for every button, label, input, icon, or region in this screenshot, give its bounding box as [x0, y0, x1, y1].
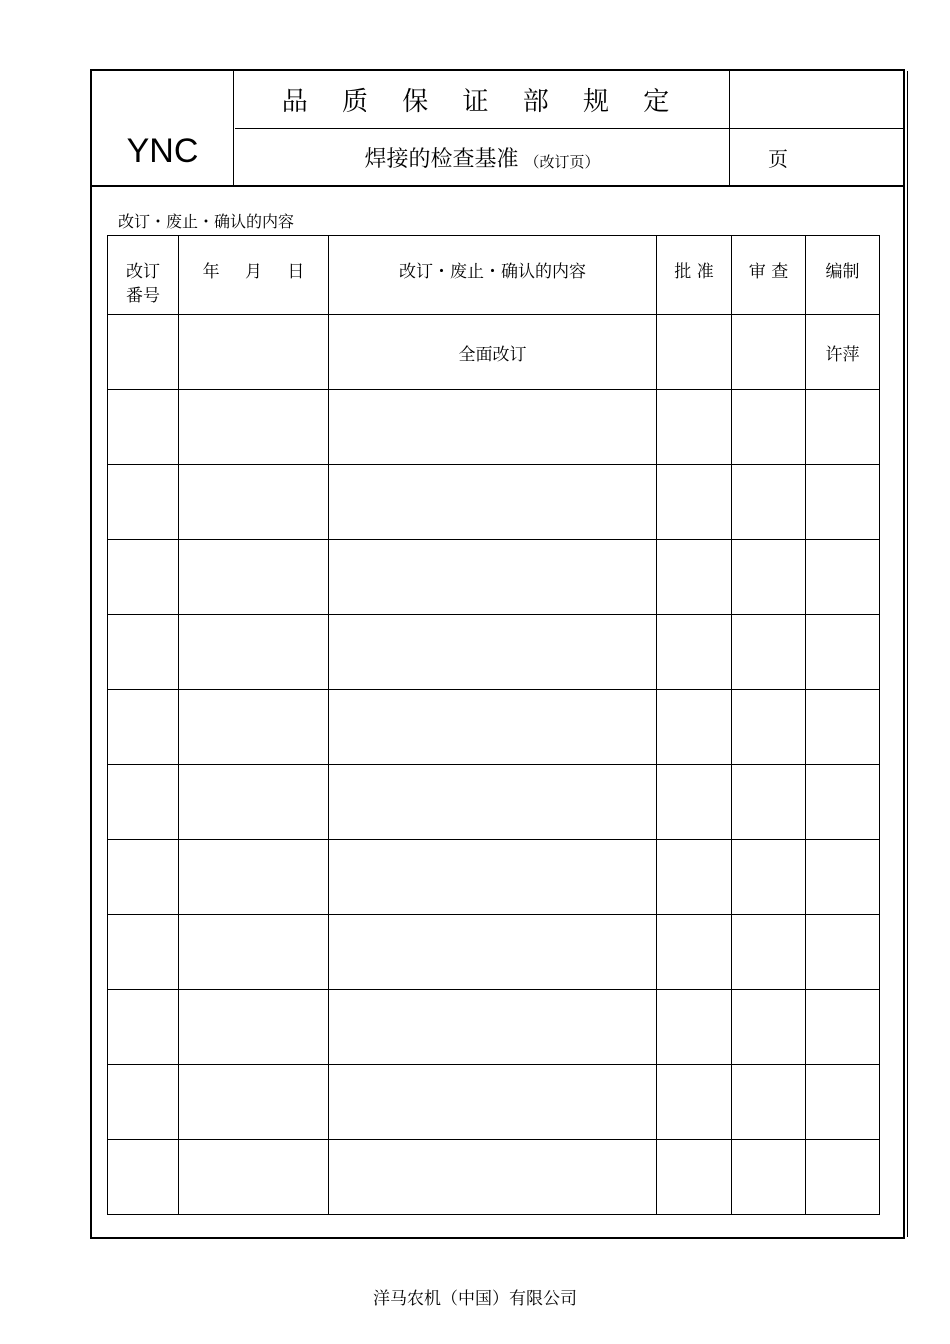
- cell-content: [329, 840, 657, 915]
- cell-review: [732, 315, 806, 390]
- cell-approve: [657, 915, 732, 990]
- department-title: 品 质 保 证 部 规 定: [235, 71, 730, 129]
- cell-date: [179, 765, 329, 840]
- cell-author: [806, 390, 880, 465]
- table-row: [108, 915, 880, 990]
- company-logo: YNC: [92, 71, 234, 185]
- cell-date: [179, 840, 329, 915]
- cell-review: [732, 390, 806, 465]
- table-row: [108, 1140, 880, 1215]
- cell-content: [329, 765, 657, 840]
- cell-content: [329, 390, 657, 465]
- col-author: 编制: [806, 236, 880, 315]
- section-caption: 改订・废止・确认的内容: [118, 212, 295, 231]
- cell-approve: [657, 1065, 732, 1140]
- subtitle-text: 焊接的检查基准: [364, 146, 519, 172]
- cell-approve: [657, 690, 732, 765]
- cell-author: [806, 615, 880, 690]
- cell-approve: [657, 390, 732, 465]
- cell-rev-no: [108, 990, 179, 1065]
- page-label: 页: [768, 146, 788, 171]
- cell-rev-no: [108, 615, 179, 690]
- cell-rev-no: [108, 765, 179, 840]
- cell-author: [806, 840, 880, 915]
- cell-review: [732, 765, 806, 840]
- cell-content: [329, 615, 657, 690]
- table-row: [108, 540, 880, 615]
- cell-author: [806, 915, 880, 990]
- cell-rev-no: [108, 690, 179, 765]
- cell-date: [179, 1065, 329, 1140]
- cell-date: [179, 540, 329, 615]
- cell-author: [806, 1065, 880, 1140]
- table-row: [108, 690, 880, 765]
- cell-rev-no: [108, 915, 179, 990]
- cell-review: [732, 540, 806, 615]
- cell-date: [179, 915, 329, 990]
- cell-approve: [657, 465, 732, 540]
- company-name-footer: 洋马农机（中国）有限公司: [373, 1289, 577, 1309]
- cell-rev-no: [108, 1140, 179, 1215]
- cell-content: [329, 1140, 657, 1215]
- table-row: [108, 615, 880, 690]
- cell-content: 全面改订: [329, 315, 657, 390]
- document-subtitle: [235, 129, 730, 185]
- cell-date: [179, 315, 329, 390]
- table-row: [108, 840, 880, 915]
- col-rev-no-line2: 番号: [126, 286, 160, 306]
- cell-content: [329, 990, 657, 1065]
- col-content: 改订・废止・确认的内容: [329, 236, 657, 315]
- cell-content: [329, 1065, 657, 1140]
- table-row: [108, 990, 880, 1065]
- cell-date: [179, 690, 329, 765]
- table-row: [108, 1065, 880, 1140]
- table-header-row: [108, 236, 880, 315]
- cell-review: [732, 1065, 806, 1140]
- cell-date: [179, 390, 329, 465]
- table-row: [108, 390, 880, 465]
- col-rev-no: [108, 236, 179, 315]
- cell-approve: [657, 765, 732, 840]
- table-row: [108, 765, 880, 840]
- cell-review: [732, 915, 806, 990]
- cell-author: 许萍: [806, 315, 880, 390]
- cell-author: [806, 540, 880, 615]
- cell-content: [329, 540, 657, 615]
- document-header: [92, 71, 903, 187]
- cell-author: [806, 990, 880, 1065]
- cell-approve: [657, 840, 732, 915]
- cell-date: [179, 465, 329, 540]
- cell-approve: [657, 615, 732, 690]
- cell-author: [806, 690, 880, 765]
- cell-author: [806, 765, 880, 840]
- cell-author: [806, 465, 880, 540]
- cell-approve: [657, 315, 732, 390]
- cell-review: [732, 1140, 806, 1215]
- header-blank-cell: [730, 71, 903, 129]
- cell-review: [732, 690, 806, 765]
- cell-date: [179, 1140, 329, 1215]
- cell-rev-no: [108, 390, 179, 465]
- subtitle-note: （改订页）: [524, 152, 600, 171]
- table-row: [108, 465, 880, 540]
- cell-approve: [657, 540, 732, 615]
- cell-content: [329, 465, 657, 540]
- cell-author: [806, 1140, 880, 1215]
- col-date: 年 月 日: [179, 236, 329, 315]
- table-row: [108, 315, 880, 390]
- col-rev-no-line1: 改订: [126, 262, 160, 282]
- cell-review: [732, 840, 806, 915]
- cell-rev-no: [108, 465, 179, 540]
- cell-rev-no: [108, 1065, 179, 1140]
- cell-rev-no: [108, 840, 179, 915]
- col-approve: 批 准: [657, 236, 732, 315]
- cell-date: [179, 615, 329, 690]
- cell-date: [179, 990, 329, 1065]
- cell-review: [732, 465, 806, 540]
- cell-content: [329, 690, 657, 765]
- cell-review: [732, 615, 806, 690]
- cell-rev-no: [108, 315, 179, 390]
- cell-approve: [657, 990, 732, 1065]
- cell-rev-no: [108, 540, 179, 615]
- revision-table: [107, 235, 880, 1215]
- col-review: 审 查: [732, 236, 806, 315]
- cell-approve: [657, 1140, 732, 1215]
- cell-content: [329, 915, 657, 990]
- table-body: [108, 315, 880, 1215]
- cell-review: [732, 990, 806, 1065]
